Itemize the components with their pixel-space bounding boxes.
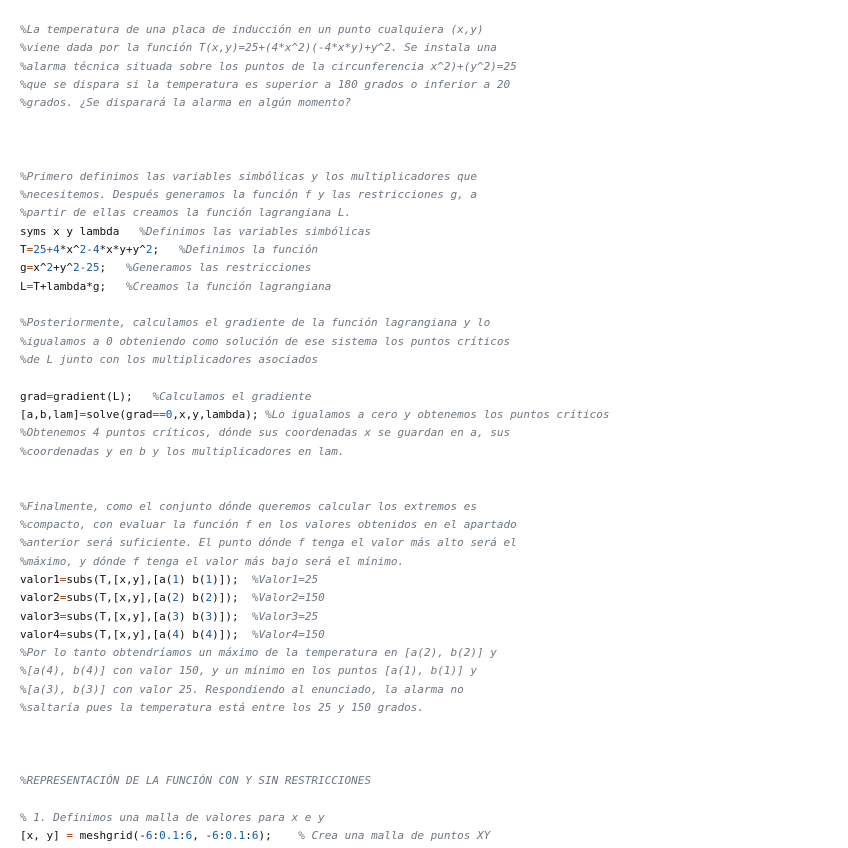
code-comment: %Definimos las variables simbólicas <box>139 224 372 238</box>
code-number: 6 <box>251 829 259 843</box>
code-token: valor3 <box>20 609 60 623</box>
blank-line <box>20 149 840 167</box>
code-token: subs(T,[x,y],[a( <box>66 591 173 605</box>
code-operator: == <box>152 407 166 421</box>
code-line <box>20 333 840 351</box>
code-comment: %coordenadas y en b y los multiplicadores en lam. <box>20 444 345 458</box>
code-comment: %alarma técnica situada sobre los puntos de la circunferencia x^2)+(y^2)=25 <box>20 59 517 73</box>
code-comment: %Creamos la función lagrangiana <box>125 279 332 293</box>
code-token: gradient(L); <box>53 389 153 403</box>
code-token: : <box>218 829 226 843</box>
code-number: 4 <box>92 242 100 256</box>
blank-line <box>20 791 840 809</box>
code-operator: = <box>66 829 73 843</box>
code-comment: %Calculamos el gradiente <box>152 389 312 403</box>
code-comment: %Valor2=150 <box>251 591 325 605</box>
code-token: ; <box>152 242 179 256</box>
code-token: subs(T,[x,y],[a( <box>66 572 173 586</box>
code-token: ; <box>99 261 126 275</box>
code-line <box>20 809 840 827</box>
code-operator: = <box>59 609 67 623</box>
code-token: ,x,y,lambda); <box>172 407 266 421</box>
code-line <box>20 699 840 717</box>
code-number: 1 <box>172 572 179 586</box>
blank-line <box>20 461 840 479</box>
code-operator: = <box>79 407 87 421</box>
code-token: : <box>152 829 160 843</box>
code-number: 4 <box>172 627 179 641</box>
code-line <box>20 662 840 680</box>
code-line <box>20 223 840 241</box>
code-token: meshgrid(- <box>72 829 146 843</box>
code-number: 1 <box>205 572 213 586</box>
code-token: subs(T,[x,y],[a( <box>66 609 173 623</box>
code-line <box>20 406 840 424</box>
code-line <box>20 589 840 607</box>
code-line <box>20 186 840 204</box>
code-comment: %Finalmente, como el conjunto dónde queremos calcular los extremos es <box>20 499 477 513</box>
code-line <box>20 772 840 790</box>
code-token: +y^ <box>53 261 73 275</box>
code-number: 25 <box>86 261 100 275</box>
code-line <box>20 58 840 76</box>
code-comment: %máximo, y dónde f tenga el valor más bajo será el mínimo. <box>20 554 405 568</box>
blank-line <box>20 479 840 497</box>
code-comment: %La temperatura de una placa de inducción en un punto cualquiera (x,y) <box>20 23 484 36</box>
code-number: 4 <box>205 627 213 641</box>
code-number: 3 <box>172 609 179 623</box>
code-line <box>20 644 840 662</box>
code-token: ); <box>258 829 299 843</box>
code-number: 2 <box>79 242 87 256</box>
blank-line <box>20 754 840 772</box>
code-comment: %Valor3=25 <box>251 609 319 623</box>
code-line <box>20 21 840 39</box>
code-line <box>20 553 840 571</box>
code-line <box>20 204 840 222</box>
code-line <box>20 827 840 845</box>
code-operator: - <box>79 261 87 275</box>
code-operator: = <box>26 242 34 256</box>
code-line <box>20 681 840 699</box>
code-comment: %Lo igualamos a cero y obtenemos los puntos críticos <box>265 407 610 421</box>
code-token: x^ <box>33 261 47 275</box>
code-number: 25 <box>33 242 47 256</box>
code-token: L <box>20 279 27 293</box>
code-token: ) b( <box>178 572 206 586</box>
code-number: 2 <box>46 261 54 275</box>
code-operator: = <box>59 591 67 605</box>
code-comment: %partir de ellas creamos la función lagrangiana L. <box>20 206 352 220</box>
code-line <box>20 278 840 296</box>
code-comment: % Crea una malla de puntos XY <box>298 829 491 843</box>
code-comment: %Posteriormente, calculamos el gradiente de la función lagrangiana y lo <box>20 316 491 330</box>
code-comment: %saltaría pues la temperatura está entre los 25 y 150 grados. <box>20 701 424 715</box>
code-number: 0.1 <box>225 829 246 843</box>
code-line <box>20 259 840 277</box>
code-token: )]); <box>212 591 252 605</box>
code-token: )]); <box>212 572 252 586</box>
code-comment: %Definimos la función <box>178 242 319 256</box>
code-token: syms x y lambda <box>20 224 140 238</box>
code-line <box>20 424 840 442</box>
code-number: 6 <box>185 829 193 843</box>
code-operator: = <box>59 572 67 586</box>
code-token: : <box>178 829 186 843</box>
code-token: valor2 <box>20 591 60 605</box>
code-comment: %de L junto con los multiplicadores asociados <box>20 352 319 366</box>
code-token: *x^ <box>59 242 80 256</box>
code-comment: %compacto, con evaluar la función f en los valores obtenidos en el apartado <box>20 517 517 531</box>
code-operator: - <box>86 242 93 256</box>
code-line <box>20 516 840 534</box>
code-line <box>20 94 840 112</box>
code-line <box>20 608 840 626</box>
code-number: 0.1 <box>159 829 179 843</box>
code-comment: %Obtenemos 4 puntos críticos, dónde sus coordenadas x se guardan en a, sus <box>20 426 511 440</box>
code-token: g <box>20 261 27 275</box>
code-number: 2 <box>172 591 179 605</box>
code-token: ) b( <box>178 591 206 605</box>
code-number: 0 <box>165 407 173 421</box>
code-token: solve(grad <box>86 407 153 421</box>
code-token: , - <box>192 829 213 843</box>
code-comment: %grados. ¿Se disparará la alarma en algún momento? <box>20 96 352 110</box>
code-editor[interactable] <box>20 21 840 846</box>
blank-line <box>20 131 840 149</box>
code-token: ) b( <box>178 609 206 623</box>
code-operator: + <box>46 242 54 256</box>
code-token: [x, y] <box>20 829 67 843</box>
code-comment: % 1. Definimos una malla de valores para x e y <box>20 811 325 825</box>
code-token: valor1 <box>20 572 60 586</box>
code-line <box>20 39 840 57</box>
code-comment: %necesitemos. Después generamos la función f y las restricciones g, a <box>20 187 477 201</box>
code-line <box>20 498 840 516</box>
code-number: 3 <box>205 609 213 623</box>
code-comment: %que se dispara si la temperatura es superior a 180 grados o inferior a 20 <box>20 77 511 91</box>
code-token: grad <box>20 389 47 403</box>
code-line <box>20 534 840 552</box>
code-number: 2 <box>145 242 153 256</box>
code-comment: %Primero definimos las variables simbólicas y los multiplicadores que <box>20 169 477 183</box>
blank-line <box>20 113 840 131</box>
code-comment: %Generamos las restricciones <box>126 261 312 275</box>
code-comment: %Por lo tanto obtendríamos un máximo de la temperatura en [a(2), b(2)] y <box>20 646 497 660</box>
code-line <box>20 241 840 259</box>
code-line <box>20 314 840 332</box>
code-token: )]); <box>212 609 252 623</box>
code-token: subs(T,[x,y],[a( <box>66 627 173 641</box>
code-comment: %[a(3), b(3)] con valor 25. Respondiendo al enunciado, la alarma no <box>20 682 464 696</box>
code-line <box>20 76 840 94</box>
code-token: ) b( <box>178 627 206 641</box>
code-token: [a,b,lam] <box>20 407 80 421</box>
code-comment: %Valor4=150 <box>251 627 325 641</box>
code-line <box>20 443 840 461</box>
code-comment: %Valor1=25 <box>251 572 319 586</box>
blank-line <box>20 736 840 754</box>
code-operator: = <box>46 389 54 403</box>
code-comment: %REPRESENTACIÓN DE LA FUNCIÓN CON Y SIN RESTRICCIONES <box>20 774 371 788</box>
code-token: : <box>245 829 252 843</box>
code-comment: %viene dada por la función T(x,y)=25+(4*x^2)(-4*x*y)+y^2. Se instala una <box>20 41 497 55</box>
code-line <box>20 388 840 406</box>
code-number: 6 <box>145 829 153 843</box>
code-number: 4 <box>53 242 60 256</box>
code-token: *x*y+y^ <box>99 242 146 256</box>
blank-line <box>20 369 840 387</box>
blank-line <box>20 296 840 314</box>
code-comment: %anterior será suficiente. El punto dónde f tenga el valor más alto será el <box>20 536 517 550</box>
code-line <box>20 351 840 369</box>
blank-line <box>20 717 840 735</box>
code-token: T+lambda*g; <box>33 279 126 293</box>
code-number: 2 <box>205 591 213 605</box>
code-token: T <box>20 242 27 256</box>
code-token: )]); <box>212 627 252 641</box>
code-number: 2 <box>73 261 80 275</box>
code-comment: %[a(4), b(4)] con valor 150, y un mínimo en los puntos [a(1), b(1)] y <box>20 664 477 678</box>
code-comment: %igualamos a 0 obteniendo como solución de ese sistema los puntos críticos <box>20 334 511 348</box>
code-line <box>20 168 840 186</box>
code-line <box>20 626 840 644</box>
code-operator: = <box>26 261 34 275</box>
code-number: 6 <box>212 829 219 843</box>
code-line <box>20 571 840 589</box>
code-operator: = <box>26 279 34 293</box>
code-token: valor4 <box>20 627 60 641</box>
code-operator: = <box>59 627 67 641</box>
